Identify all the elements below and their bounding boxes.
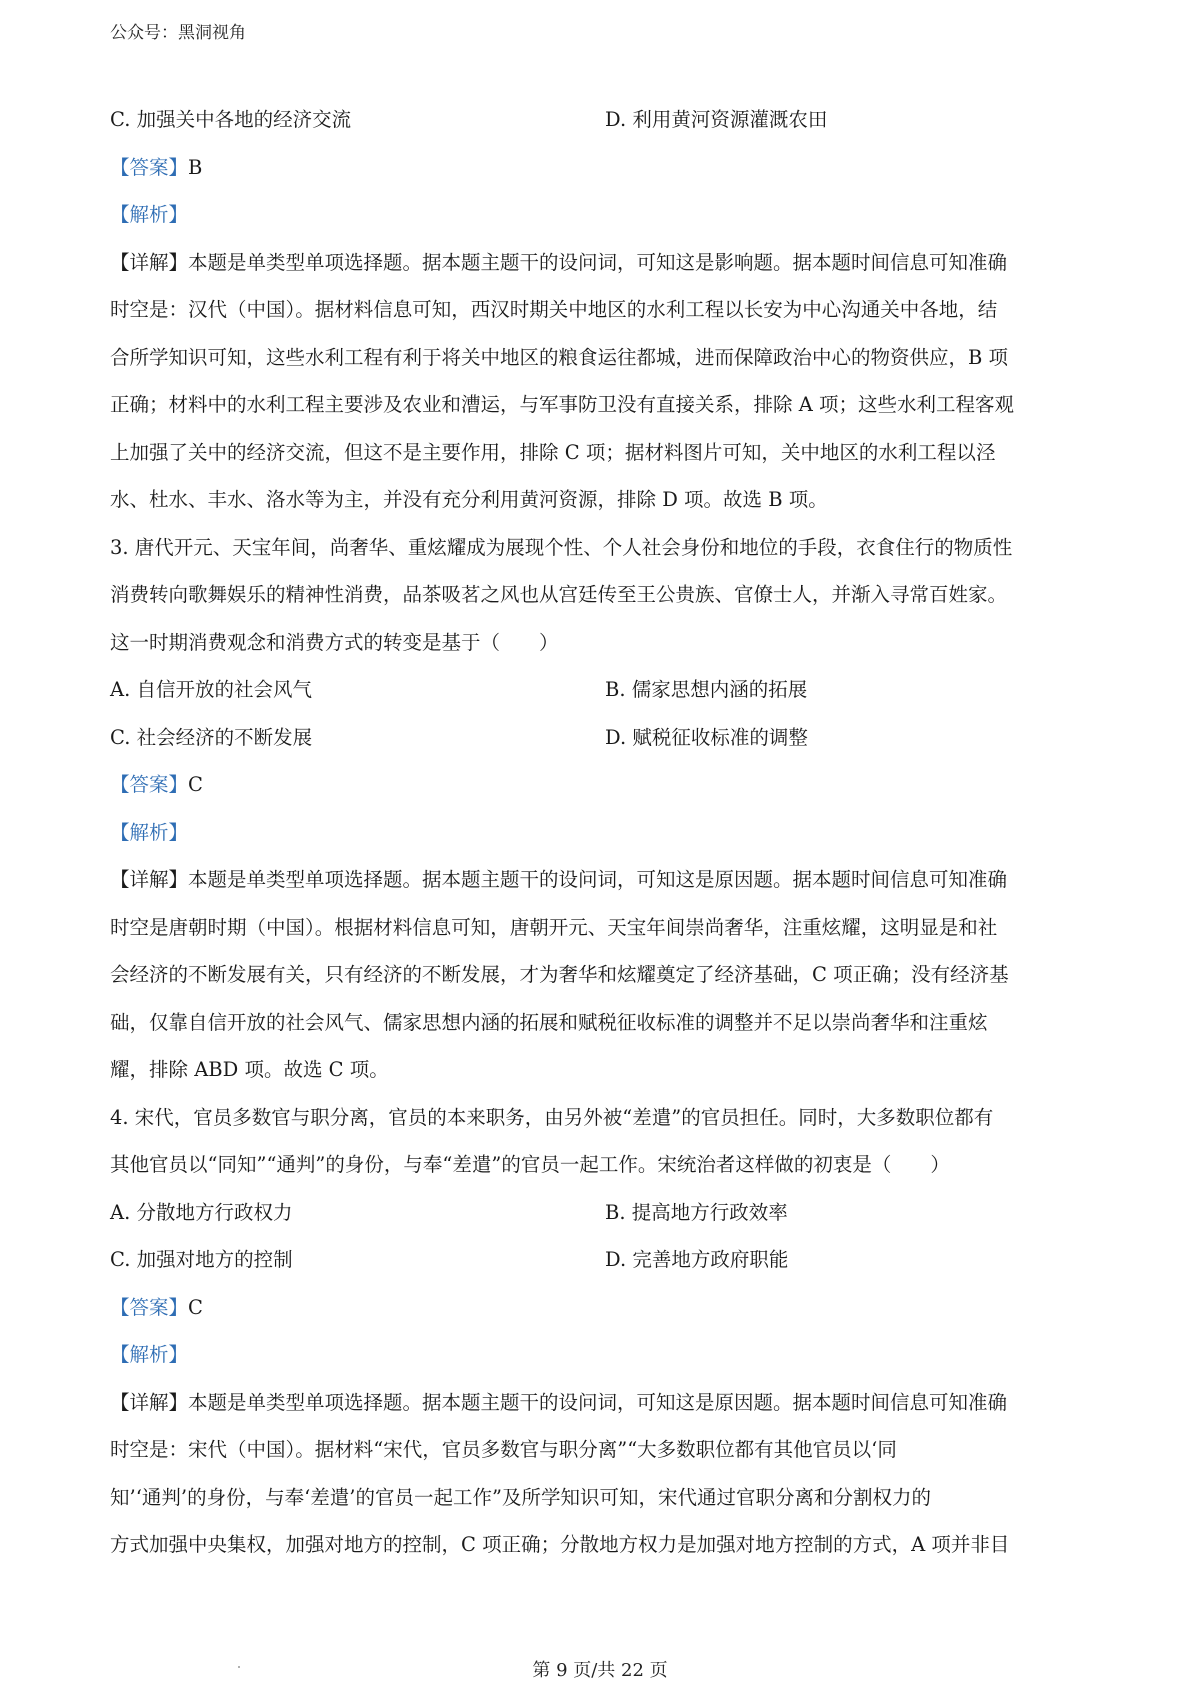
- answer-line: [110, 144, 1100, 192]
- options-row: [110, 1236, 1100, 1284]
- options-row: [110, 1189, 1100, 1237]
- question-stem: 消费转向歌舞娱乐的精神性消费，品茶吸茗之风也从宫廷传至王公贵族、官僚士人，并渐入寻常百姓家。: [110, 583, 1008, 606]
- analysis-line: [110, 191, 1100, 239]
- answer-tag: 【答案】: [110, 1295, 189, 1319]
- answer-tag: 【答案】: [110, 773, 189, 796]
- option-b: B. 儒家思想内涵的拓展: [605, 678, 808, 701]
- option-a: A. 自信开放的社会风气: [110, 678, 312, 701]
- detail-tag: 【详解】: [110, 1390, 189, 1414]
- options-row: [110, 666, 1100, 714]
- options-row: [110, 96, 1100, 144]
- analysis-tag: 【解析】: [110, 1343, 189, 1366]
- answer-value: B: [188, 155, 203, 179]
- option-a: A. 分散地方行政权力: [110, 1200, 293, 1224]
- question-stem: 这一时期消费观念和消费方式的转变是基于（ ）: [110, 630, 559, 654]
- detail-tag: 【详解】: [110, 250, 189, 274]
- answer-value: C: [188, 773, 203, 796]
- detail-line: [110, 856, 1100, 904]
- detail-line: 上加强了关中的经济交流，但这不是主要作用，排除 C 项；据材料图片可知，关中地区的水利工程以泾: [110, 440, 996, 464]
- options-row: [110, 714, 1100, 762]
- option-b: B. 提高地方行政效率: [605, 1200, 788, 1224]
- page-header: 公众号：黑洞视角: [110, 23, 246, 43]
- option-d: D. 完善地方政府职能: [605, 1248, 789, 1271]
- answer-value: C: [188, 1295, 203, 1319]
- detail-line: 时空是：汉代（中国）。据材料信息可知，西汉时期关中地区的水利工程以长安为中心沟通关中各地，结: [110, 298, 998, 321]
- analysis-tag: 【解析】: [110, 820, 189, 844]
- detail-line: [110, 1379, 1100, 1427]
- detail-line: 合所学知识可知，这些水利工程有利于将关中地区的粮食运往都城，进而保障政治中心的物资供应，B 项: [110, 345, 1009, 369]
- question-stem: 其他官员以“同知”“通判”的身份，与奉“差遣”的官员一起工作。宋统治者这样做的初衷是（ ）: [110, 1153, 950, 1176]
- detail-line: [110, 239, 1100, 287]
- detail-line: 时空是：宋代（中国）。据材料“宋代，官员多数官与职分离”“大多数职位都有其他官员以‘同: [110, 1438, 897, 1461]
- detail-text: 本题是单类型单项选择题。据本题主题干的设问词，可知这是影响题。据本题时间信息可知准确: [188, 250, 1008, 274]
- page-number: 第 9 页/共 22 页: [532, 1660, 668, 1681]
- answer-line: [110, 761, 1100, 809]
- detail-line: 知’‘通判’的身份，与奉‘差遣’的官员一起工作”及所学知识可知，宋代通过官职分离和分割权力的: [110, 1485, 931, 1509]
- detail-tag: 【详解】: [110, 868, 189, 891]
- detail-line: 会经济的不断发展有关，只有经济的不断发展，才为奢华和炫耀奠定了经济基础，C 项正确；没有经济基: [110, 963, 1009, 986]
- question-stem: 3. 唐代开元、天宝年间，尚奢华、重炫耀成为展现个性、个人社会身份和地位的手段，衣食住行的物质性: [110, 535, 1013, 559]
- option-c: C. 社会经济的不断发展: [110, 725, 313, 749]
- page-content: [110, 96, 1100, 1569]
- answer-line: [110, 1284, 1100, 1332]
- detail-line: 耀，排除 ABD 项。故选 C 项。: [110, 1058, 389, 1081]
- option-c: C. 加强对地方的控制: [110, 1248, 293, 1271]
- analysis-tag: 【解析】: [110, 203, 189, 226]
- detail-line: 时空是唐朝时期（中国）。根据材料信息可知，唐朝开元、天宝年间崇尚奢华，注重炫耀，这明显是和社: [110, 915, 998, 939]
- analysis-line: [110, 1331, 1100, 1379]
- detail-text: 本题是单类型单项选择题。据本题主题干的设问词，可知这是原因题。据本题时间信息可知准确: [188, 868, 1008, 891]
- detail-text: 本题是单类型单项选择题。据本题主题干的设问词，可知这是原因题。据本题时间信息可知准确: [188, 1390, 1008, 1414]
- detail-line: 础，仅靠自信开放的社会风气、儒家思想内涵的拓展和赋税征收标准的调整并不足以崇尚奢华和注重炫: [110, 1010, 988, 1034]
- answer-tag: 【答案】: [110, 155, 189, 179]
- detail-line: 正确；材料中的水利工程主要涉及农业和漕运，与军事防卫没有直接关系，排除 A 项；这些水利工程客观: [110, 393, 1014, 416]
- option-c: C. 加强关中各地的经济交流: [110, 108, 352, 131]
- detail-line: 方式加强中央集权，加强对地方的控制，C 项正确；分散地方权力是加强对地方控制的方式，A 项并非目: [110, 1533, 1010, 1556]
- option-d: D. 赋税征收标准的调整: [605, 725, 808, 749]
- option-d: D. 利用黄河资源灌溉农田: [605, 108, 828, 131]
- analysis-line: [110, 809, 1100, 857]
- detail-line: 水、杜水、丰水、洛水等为主，并没有充分利用黄河资源，排除 D 项。故选 B 项。: [110, 488, 828, 511]
- question-stem: 4. 宋代，官员多数官与职分离，官员的本来职务，由另外被“差遣”的官员担任。同时，大多数职位都有: [110, 1105, 994, 1129]
